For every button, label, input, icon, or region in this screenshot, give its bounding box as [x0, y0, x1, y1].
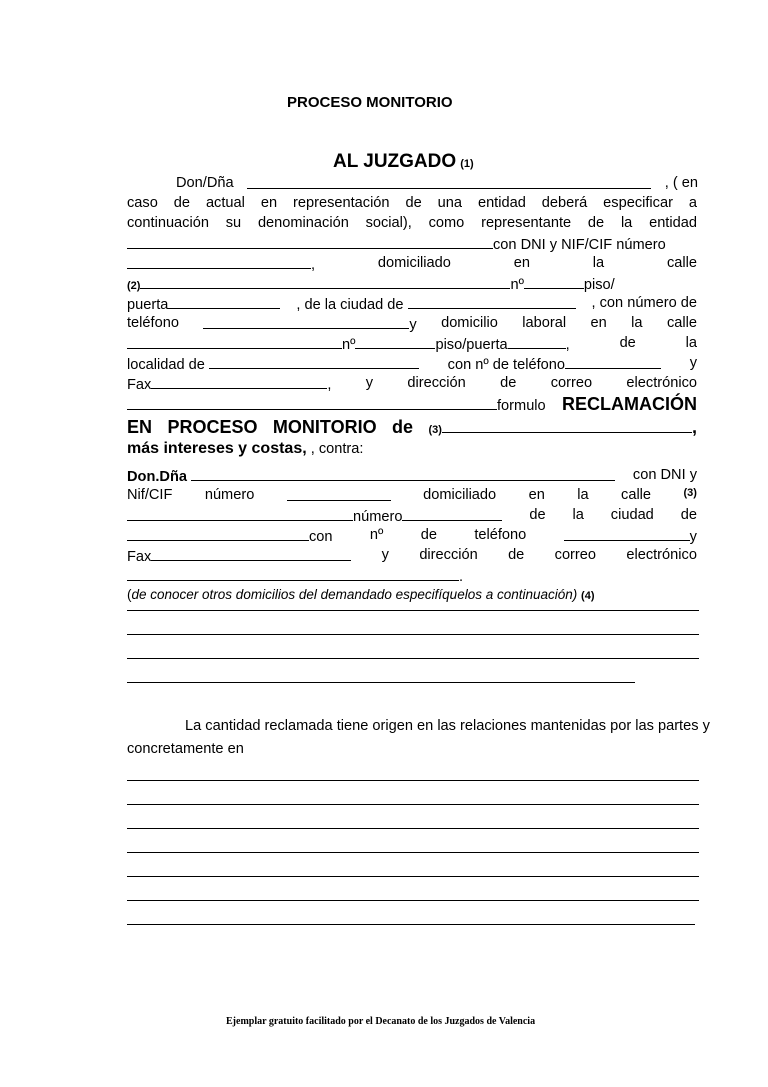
other-address-line-1[interactable] — [127, 610, 699, 611]
work-city-field[interactable] — [209, 356, 419, 369]
work-phone-field[interactable] — [565, 356, 661, 369]
claimant-name-field[interactable] — [247, 176, 651, 189]
defendant-note: (de conocer otros domicilios del demandado especifíquelos a continuación) (4) — [127, 587, 595, 602]
other-address-line-2[interactable] — [127, 634, 699, 635]
nif-field[interactable] — [127, 256, 311, 269]
defendant-line-6: . — [127, 568, 463, 585]
defendant-line-4: con nº de teléfono y — [127, 528, 697, 545]
claim-amount-field[interactable] — [442, 420, 692, 433]
origin-line-3[interactable] — [127, 828, 699, 829]
defendant-email-field[interactable] — [127, 568, 459, 581]
other-address-line-4[interactable] — [127, 682, 635, 683]
defendant-line-1: Don.Dña con DNI y — [127, 467, 697, 485]
claimant-line-3: continuación su denominación social), como representante de la entidad — [127, 215, 697, 231]
defendant-fax-field[interactable] — [151, 548, 351, 561]
defendant-name-field[interactable] — [191, 468, 615, 481]
claimant-line-14b: más intereses y costas, , contra: — [127, 440, 364, 457]
origin-line-1[interactable] — [127, 780, 699, 781]
defendant-city-field[interactable] — [127, 528, 309, 541]
origin-line-7[interactable] — [127, 924, 695, 925]
court-note: (1) — [460, 158, 474, 170]
claimant-line-7: puerta , de la ciudad de , con número de — [127, 295, 697, 313]
claimant-line-8: teléfono y domicilio laboral en la calle — [127, 315, 697, 333]
claimant-line-10: localidad de con nº de teléfono y — [127, 355, 697, 373]
number-field[interactable] — [524, 276, 584, 289]
door-field[interactable] — [168, 296, 280, 309]
other-address-line-3[interactable] — [127, 658, 699, 659]
origin-text-1: La cantidad reclamada tiene origen en las relaciones mantenidas por las partes y — [185, 718, 710, 734]
phone-field[interactable] — [203, 316, 409, 329]
claimant-line-9: nº piso/puerta , de la — [127, 336, 697, 353]
fax-field[interactable] — [151, 376, 327, 389]
defendant-street-field[interactable] — [127, 508, 353, 521]
claimant-line-11: Fax , y dirección de correo electrónico — [127, 375, 697, 393]
email-field[interactable] — [127, 397, 497, 410]
origin-line-2[interactable] — [127, 804, 699, 805]
defendant-number-field[interactable] — [402, 508, 502, 521]
city-field[interactable] — [408, 296, 576, 309]
street-field[interactable] — [140, 276, 510, 289]
defendant-line-3: número de la ciudad de — [127, 508, 697, 525]
claimant-line-5: , domiciliado en la calle — [127, 256, 697, 273]
claimant-line-1: Don/Dña , ( en — [176, 175, 698, 191]
defendant-line-5: Fax y dirección de correo electrónico — [127, 547, 697, 565]
origin-line-4[interactable] — [127, 852, 699, 853]
document-title: PROCESO MONITORIO — [287, 94, 453, 111]
origin-line-6[interactable] — [127, 900, 699, 901]
claimant-line-6: (2) nº piso/ — [127, 277, 615, 293]
court-heading — [333, 152, 474, 171]
work-street-field[interactable] — [127, 336, 342, 349]
defendant-line-2: Nif/CIF número domiciliado en la calle (3) — [127, 487, 697, 503]
defendant-nif-field[interactable] — [287, 488, 391, 501]
court-label: AL JUZGADO — [333, 151, 457, 172]
origin-text-2: concretamente en — [127, 741, 244, 757]
work-number-field[interactable] — [355, 336, 435, 349]
work-door-field[interactable] — [508, 336, 566, 349]
claimant-line-4: con DNI y NIF/CIF número — [127, 236, 666, 253]
claimant-line-2: caso de actual en representación de una entidad deberá especificar a — [127, 195, 697, 211]
footer-note: Ejemplar gratuito facilitado por el Decanato de los Juzgados de Valencia — [226, 1016, 536, 1027]
claimant-line-12: formulo RECLAMACIÓN — [127, 395, 697, 414]
origin-line-5[interactable] — [127, 876, 699, 877]
defendant-phone-field[interactable] — [564, 528, 690, 541]
entity-name-field[interactable] — [127, 236, 493, 249]
claimant-line-13: EN PROCESO MONITORIO de (3) , — [127, 417, 697, 437]
